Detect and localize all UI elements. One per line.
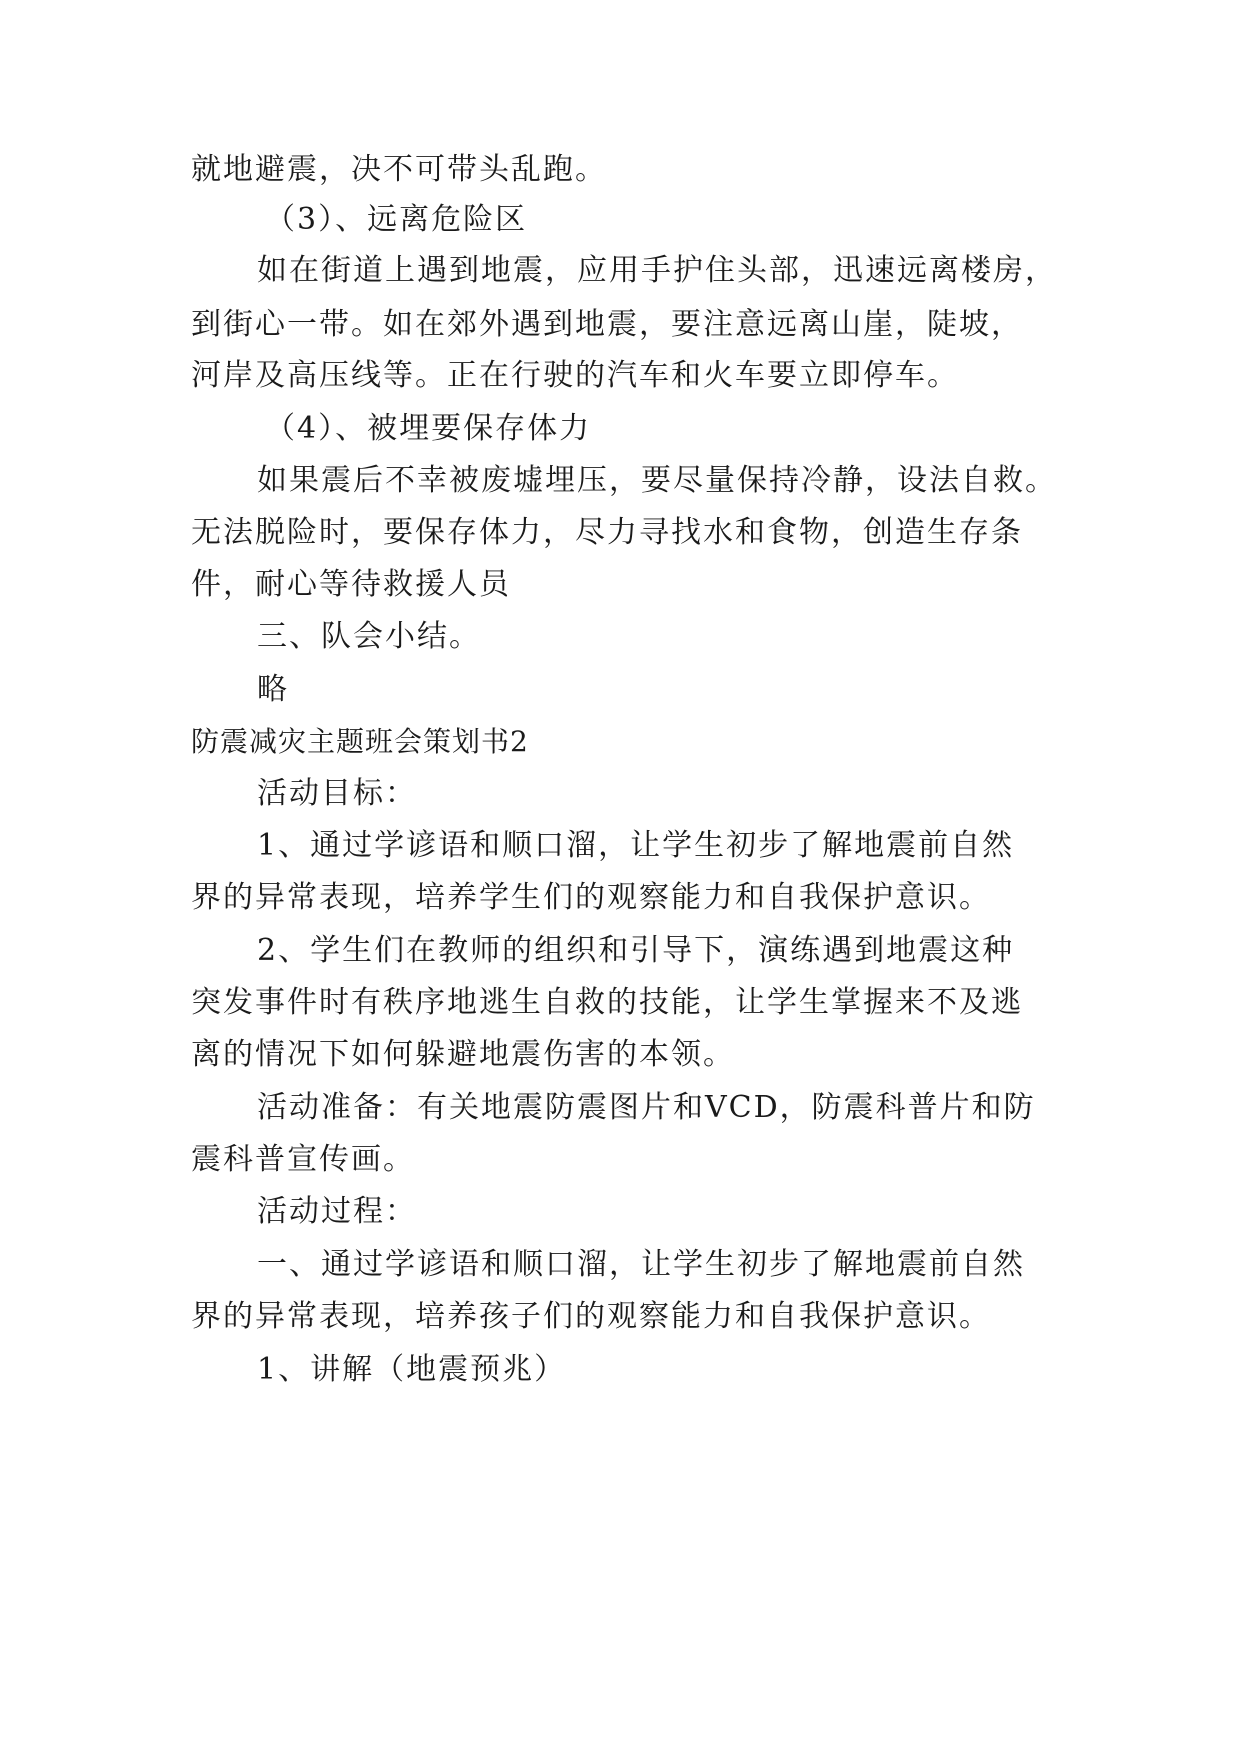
section-label: 活动过程： xyxy=(257,1194,417,1229)
subheading: （3）、远离危险区 xyxy=(265,202,528,237)
paragraph-line: 震科普宣传画。 xyxy=(191,1142,415,1177)
paragraph-line: 到街心一带。如在郊外遇到地震，要注意远离山崖，陡坡， xyxy=(191,307,1023,342)
paragraph-line: 无法脱险时，要保存体力，尽力寻找水和食物，创造生存条 xyxy=(191,515,1023,550)
paragraph-line: 件，耐心等待救援人员 xyxy=(191,567,511,602)
paragraph-line: 河岸及高压线等。正在行驶的汽车和火车要立即停车。 xyxy=(191,358,959,393)
paragraph-line: 2、学生们在教师的组织和引导下，演练遇到地震这种 xyxy=(257,933,1015,968)
paragraph-line: 离的情况下如何躲避地震伤害的本领。 xyxy=(191,1037,735,1072)
paragraph-line: 突发事件时有秩序地逃生自救的技能，让学生掌握来不及逃 xyxy=(191,985,1023,1020)
list-item: 1、讲解（地震预兆） xyxy=(257,1352,567,1387)
paragraph-line: 活动准备：有关地震防震图片和VCD，防震科普片和防 xyxy=(257,1090,1036,1125)
document-title: 防震减灾主题班会策划书2 xyxy=(191,725,529,758)
subheading: （4）、被埋要保存体力 xyxy=(265,411,592,446)
paragraph-line: 就地避震，决不可带头乱跑。 xyxy=(191,152,607,187)
paragraph-line: 略 xyxy=(257,672,289,707)
paragraph-line: 如在街道上遇到地震，应用手护住头部，迅速远离楼房， xyxy=(257,253,1057,288)
paragraph-line: 1、通过学谚语和顺口溜，让学生初步了解地震前自然 xyxy=(257,828,1015,863)
section-heading: 三、队会小结。 xyxy=(257,619,481,654)
paragraph-line: 界的异常表现，培养孩子们的观察能力和自我保护意识。 xyxy=(191,1299,991,1334)
paragraph-line: 一、通过学谚语和顺口溜，让学生初步了解地震前自然 xyxy=(257,1247,1025,1282)
section-label: 活动目标： xyxy=(257,776,417,811)
paragraph-line: 如果震后不幸被废墟埋压，要尽量保持冷静，设法自救。 xyxy=(257,463,1057,498)
paragraph-line: 界的异常表现，培养学生们的观察能力和自我保护意识。 xyxy=(191,880,991,915)
